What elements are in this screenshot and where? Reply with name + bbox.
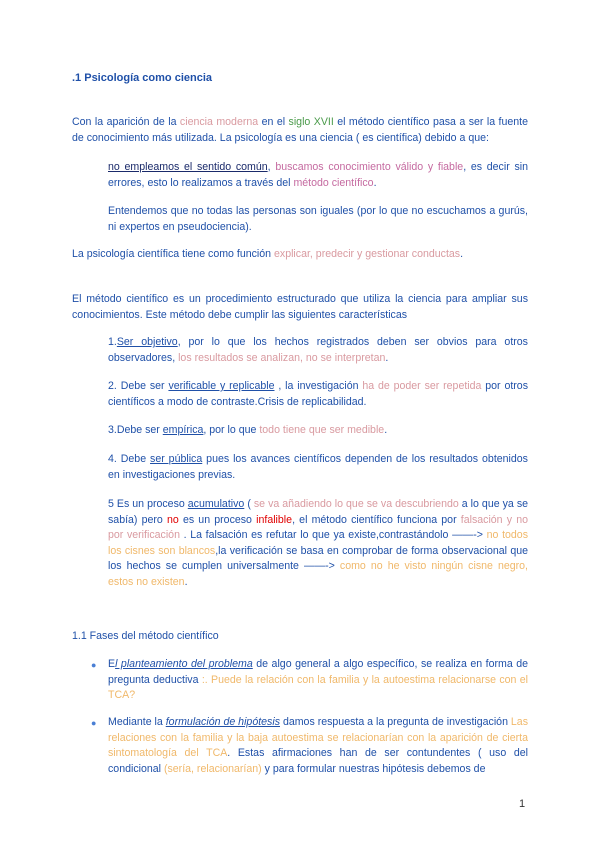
text: 5 Es un proceso <box>108 498 188 510</box>
text: , <box>267 161 276 173</box>
text: , la investigación <box>274 380 363 392</box>
repeatable-term: ha de poder ser repetida <box>362 380 482 392</box>
item-2 <box>108 379 528 410</box>
results-term: los resultados se analizan, no se interpretan <box>178 351 386 364</box>
text: ( <box>244 498 254 510</box>
item-3 <box>108 423 528 439</box>
bullet-item-problem <box>108 657 528 704</box>
hypothesis-term: formulación de hipótesis <box>165 716 280 728</box>
text: . <box>384 424 388 436</box>
black-swan-example: como no he visto ningún cisne negro, estos no existen <box>108 560 528 588</box>
text: 3.Debe ser <box>108 424 163 436</box>
problem-term: l planteamiento del problema <box>115 658 253 670</box>
infallible-term: infalible <box>256 513 293 526</box>
text: , por lo que <box>203 424 260 436</box>
example-hypothesis: Las relaciones con la familia y la baja autoestima se relacionarían con la aparición de cierta sintomatología del TCA <box>108 716 528 760</box>
text: 4. Debe <box>108 453 151 465</box>
page-number: 1 <box>519 798 526 810</box>
page-title: .1 Psicología como ciencia <box>72 72 212 84</box>
text: E <box>108 658 116 670</box>
text: . <box>248 220 252 233</box>
method-paragraph <box>72 292 528 323</box>
item-1 <box>108 335 528 366</box>
falsification-term: falsación y no por verificación <box>108 513 528 542</box>
text: La psicología científica tiene como función <box>72 248 274 260</box>
verifiable-term: verificable y replicable <box>168 380 275 392</box>
function-paragraph <box>72 247 528 263</box>
intro-text: Con la aparición de la <box>72 116 180 128</box>
item-5 <box>108 497 528 591</box>
intro-paragraph <box>72 115 528 146</box>
text: , el método científico funciona por <box>292 513 461 526</box>
century-term: siglo XVII <box>288 116 334 128</box>
text: . Estas afirmaciones han de ser contundentes ( uso del condicional <box>108 747 528 775</box>
bullet-item-hypothesis <box>108 715 528 777</box>
no-term: no <box>166 513 179 526</box>
objective-term: Ser objetivo <box>116 336 178 348</box>
text: . <box>184 575 188 588</box>
text: y para formular nuestras hipótesis debemos de <box>261 762 486 775</box>
text: es un proceso <box>178 513 257 526</box>
text: ,la verificación se basa en comprobar de forma observacional que los hechos se cumplen universalmente ——-> <box>108 544 529 573</box>
scientific-method-term: método científico <box>293 176 374 189</box>
text: pues los avances científicos dependen de los resultados obtenidos en investigaciones previas. <box>108 453 528 481</box>
section-heading: 1.1 Fases del método científico <box>72 630 219 642</box>
bullet-icon: ● <box>91 660 97 670</box>
empirical-term: empírica <box>162 424 204 436</box>
bullet-icon: ● <box>91 718 97 728</box>
adding-term: se va añadiendo lo que se va descubriendo <box>253 498 459 510</box>
text: a lo que ya se sabía) pero <box>108 498 529 526</box>
measurable-term: todo tiene que ser medible <box>259 424 385 436</box>
swans-example: no todos los cisnes son blancos <box>108 529 528 557</box>
intro-text: el método científico pasa a ser la fuente de conocimiento más utilizada. La psicología es una ciencia ( es científica) debido a que: <box>72 116 529 144</box>
text: El método científico es un procedimiento estructurado que utiliza la ciencia para ampliar sus conocimientos. Este método debe cumplir las siguientes características <box>72 293 528 321</box>
text: Entendemos que no todas las personas son iguales (por lo que no escuchamos a gurús, ni expertos en pseudociencia) <box>108 205 528 233</box>
indent-paragraph-common-sense <box>108 160 528 191</box>
text: , es decir sin errores, esto lo realizamos a través del <box>108 161 529 189</box>
conditional-example: (sería, relacionarían) <box>163 762 262 775</box>
text: 1. <box>108 336 117 348</box>
text: damos respuesta a la pregunta de investigación <box>280 716 511 728</box>
text: Mediante la <box>108 716 166 728</box>
text: 2. Debe ser <box>108 380 169 392</box>
text: . <box>460 248 464 260</box>
function-term: explicar, predecir y gestionar conductas <box>274 248 461 260</box>
modern-science-term: ciencia moderna <box>179 116 259 128</box>
public-term: ser pública <box>150 453 203 465</box>
text: . <box>385 351 389 364</box>
text: . <box>373 176 377 189</box>
text: . La falsación es refutar lo que ya existe,contrastándolo ——-> <box>179 529 487 542</box>
cumulative-term: acumulativo <box>187 498 245 510</box>
item-4 <box>108 452 528 483</box>
text: , por lo que los hechos registrados deben ser obvios para otros observadores, <box>108 336 528 364</box>
example-question: :. Puede la relación con la familia y la autoestima relacionarse con el TCA? <box>108 673 528 702</box>
intro-text: en el <box>258 116 289 128</box>
valid-knowledge-term: buscamos conocimiento válido y fiable <box>275 161 464 173</box>
indent-paragraph-people <box>108 204 528 235</box>
common-sense-term: no empleamos el sentido común <box>108 161 268 173</box>
text: de algo general a algo específico, se realiza en forma de pregunta deductiva <box>108 658 528 686</box>
text: por otros científicos a modo de contraste.Crisis de replicabilidad. <box>108 380 528 408</box>
